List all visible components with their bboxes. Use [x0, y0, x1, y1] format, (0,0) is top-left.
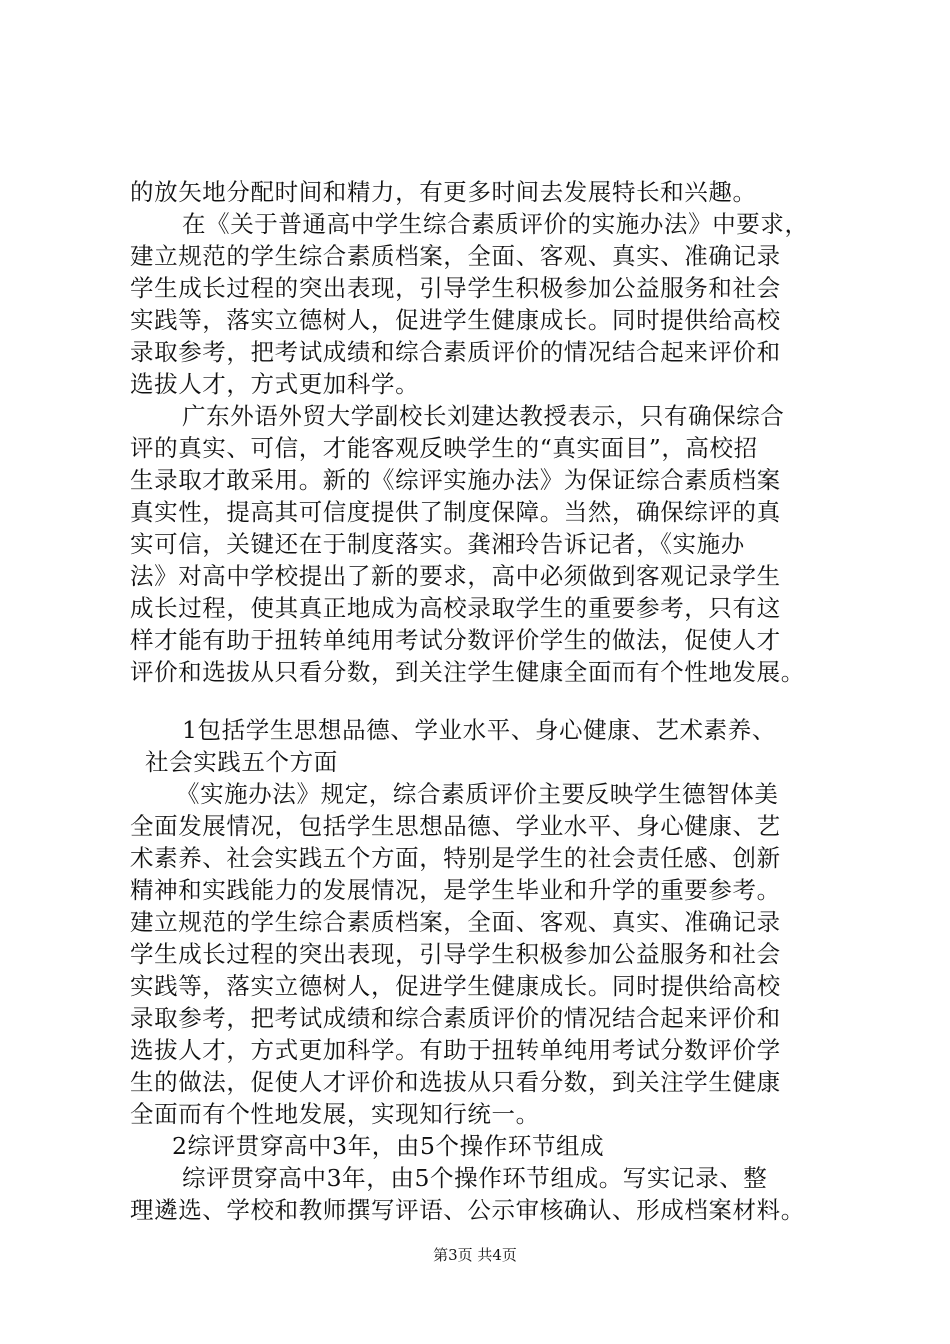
paragraph-line: 广东外语外贸大学副校长刘建达教授表示，只有确保综合: [182, 402, 785, 430]
paragraph-line: 实践等，落实立德树人，促进学生健康成长。同时提供给高校: [130, 972, 781, 1000]
paragraph-line: 理遴选、学校和教师撰写评语、公示审核确认、形成档案材料。: [130, 1196, 805, 1224]
paragraph-line: 录取参考，把考试成绩和综合素质评价的情况结合起来评价和: [130, 1004, 781, 1032]
paragraph-line: 在《关于普通高中学生综合素质评价的实施办法》中要求，: [182, 210, 809, 238]
paragraph-line: 选拔人才，方式更加科学。有助于扭转单纯用考试分数评价学: [130, 1036, 781, 1064]
paragraph-line: 真实性，提高其可信度提供了制度保障。当然，确保综评的真: [130, 498, 781, 526]
paragraph-line: 建立规范的学生综合素质档案，全面、客观、真实、准确记录: [130, 242, 781, 270]
paragraph-line: 评的真实、可信，才能客观反映学生的“真实面目”，高校招: [130, 434, 758, 462]
section-heading-2: 2综评贯穿高中3年，由5个操作环节组成: [172, 1132, 605, 1160]
paragraph-line: 术素养、社会实践五个方面，特别是学生的社会责任感、创新: [130, 844, 781, 872]
paragraph-line: 成长过程，使其真正地成为高校录取学生的重要参考，只有这: [130, 594, 781, 622]
paragraph-line: 学生成长过程的突出表现，引导学生积极参加公益服务和社会: [130, 274, 781, 302]
section-heading-1: 1包括学生思想品德、学业水平、身心健康、艺术素养、: [182, 716, 776, 744]
paragraph-line: 学生成长过程的突出表现，引导学生积极参加公益服务和社会: [130, 940, 781, 968]
paragraph-line: 法》对高中学校提出了新的要求，高中必须做到客观记录学生: [130, 562, 781, 590]
paragraph-line: 的放矢地分配时间和精力，有更多时间去发展特长和兴趣。: [130, 178, 757, 206]
paragraph-line: 《实施办法》规定，综合素质评价主要反映学生德智体美: [176, 780, 779, 808]
paragraph-line: 精神和实践能力的发展情况，是学生毕业和升学的重要参考。: [130, 876, 781, 904]
paragraph-line: 实可信，关键还在于制度落实。龚湘玲告诉记者，《实施办: [130, 530, 745, 558]
paragraph-line: 建立规范的学生综合素质档案，全面、客观、真实、准确记录: [130, 908, 781, 936]
paragraph-line: 样才能有助于扭转单纯用考试分数评价学生的做法，促使人才: [130, 626, 781, 654]
paragraph-line: 评价和选拔从只看分数，到关注学生健康全面而有个性地发展。: [130, 658, 805, 686]
page-number-footer: 第3页 共4页: [433, 1246, 517, 1264]
paragraph-line: 综评贯穿高中3年，由5个操作环节组成。写实记录、整: [182, 1164, 768, 1192]
paragraph-line: 生录取才敢采用。新的《综评实施办法》为保证综合素质档案: [130, 466, 781, 494]
paragraph-line: 选拔人才，方式更加科学。: [130, 370, 420, 398]
section-heading-1-cont: 社会实践五个方面: [145, 748, 338, 776]
paragraph-line: 实践等，落实立德树人，促进学生健康成长。同时提供给高校: [130, 306, 781, 334]
paragraph-line: 全面发展情况，包括学生思想品德、学业水平、身心健康、艺: [130, 812, 781, 840]
paragraph-line: 全面而有个性地发展，实现知行统一。: [130, 1100, 540, 1128]
paragraph-line: 录取参考，把考试成绩和综合素质评价的情况结合起来评价和: [130, 338, 781, 366]
paragraph-line: 生的做法，促使人才评价和选拔从只看分数，到关注学生健康: [130, 1068, 781, 1096]
